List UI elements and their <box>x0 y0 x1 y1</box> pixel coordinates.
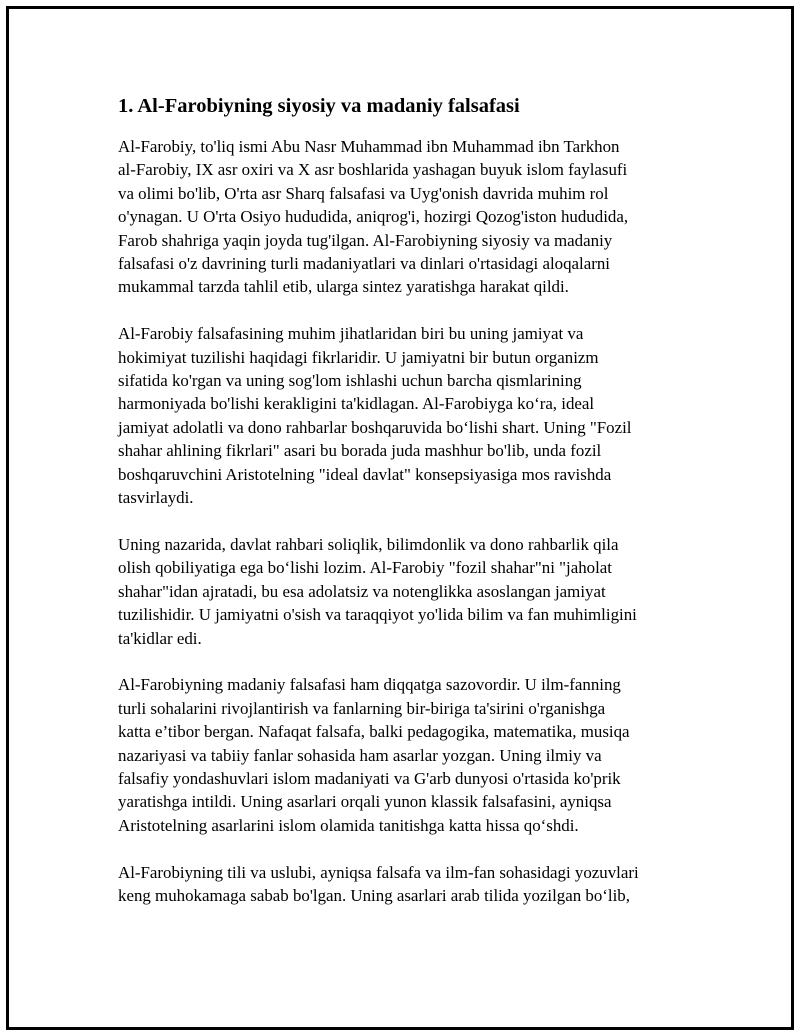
text-line: tuzilishidir. U jamiyatni o'sish va taraqqiyot yo'lida bilim va fan muhimligini <box>118 605 637 625</box>
text-line: harmoniyada bo'lishi kerakligini ta'kidlagan. Al-Farobiyga ko‘ra, ideal <box>118 394 595 414</box>
text-line: yaratishga intildi. Uning asarlari orqali yunon klassik falsafasini, ayniqsa <box>118 792 612 812</box>
text-line: falsafiy yondashuvlari islom madaniyati va G'arb dunyosi o'rtasida ko'prik <box>118 768 621 788</box>
section-heading: 1. Al-Farobiyning siyosiy va madaniy falsafasi <box>118 95 520 117</box>
text-line: hokimiyat tuzilishi haqidagi fikrlaridir. U jamiyatni bir butun organizm <box>118 347 599 367</box>
text-line: turli sohalarini rivojlantirish va fanlarning bir-biriga ta'sirini o'rganishga <box>118 698 606 718</box>
text-line: Uning nazarida, davlat rahbari soliqlik, bilimdonlik va dono rahbarlik qila <box>118 534 619 554</box>
text-line: katta e’tibor bergan. Nafaqat falsafa, balki pedagogika, matematika, musiqa <box>118 722 630 742</box>
document-body <box>118 92 693 931</box>
text-line: va olimi bo'lib, O'rta asr Sharq falsafasi va Uyg'onish davrida muhim rol <box>118 183 609 203</box>
paragraph <box>118 533 693 650</box>
text-line: Aristotelning asarlarini islom olamida tanitishga katta hissa qo‘shdi. <box>118 815 579 835</box>
paragraph <box>118 135 693 299</box>
paragraph <box>118 673 693 837</box>
paragraphs-container <box>118 135 693 907</box>
paragraph <box>118 861 693 908</box>
text-line: shahar ahlining fikrlari" asari bu borada juda mashhur bo'lib, unda fozil <box>118 441 602 461</box>
text-line: o'ynagan. U O'rta Osiyo hududida, aniqrog'i, hozirgi Qozog'iston hududida, <box>118 207 629 227</box>
text-line: mukammal tarzda tahlil etib, ularga sintez yaratishga harakat qildi. <box>118 277 569 297</box>
text-line: shahar"idan ajratadi, bu esa adolatsiz va notenglikka asoslangan jamiyat <box>118 581 606 601</box>
text-line: al-Farobiy, IX asr oxiri va X asr boshlarida yashagan buyuk islom faylasufi <box>118 160 628 180</box>
text-line: boshqaruvchini Aristotelning "ideal davlat" konsepsiyasiga mos ravishda <box>118 464 612 484</box>
paragraph <box>118 322 693 509</box>
text-line: Al-Farobiy, to'liq ismi Abu Nasr Muhammad ibn Muhammad ibn Tarkhon <box>118 137 620 156</box>
text-line: keng muhokamaga sabab bo'lgan. Uning asarlari arab tilida yozilgan bo‘lib, <box>118 885 630 905</box>
text-line: nazariyasi va tabiiy fanlar sohasida ham asarlar yozgan. Uning ilmiy va <box>118 745 602 765</box>
text-line: Al-Farobiy falsafasining muhim jihatlaridan biri bu uning jamiyat va <box>118 324 584 344</box>
text-line: Farob shahriga yaqin joyda tug'ilgan. Al-Farobiyning siyosiy va madaniy <box>118 230 613 250</box>
text-line: falsafasi o'z davrining turli madaniyatlari va dinlari o'rtasidagi aloqalarni <box>118 254 610 274</box>
text-line: Al-Farobiyning madaniy falsafasi ham diqqatga sazovordir. U ilm-fanning <box>118 675 621 695</box>
text-line: sifatida ko'rgan va uning sog'lom ishlashi uchun barcha qismlarining <box>118 371 582 391</box>
text-line: ta'kidlar edi. <box>118 628 202 648</box>
text-line: Al-Farobiyning tili va uslubi, ayniqsa falsafa va ilm-fan sohasidagi yozuvlari <box>118 862 639 882</box>
text-line: tasvirlaydi. <box>118 488 194 508</box>
text-line: jamiyat adolatli va dono rahbarlar boshqaruvida bo‘lishi shart. Uning "Fozil <box>118 417 632 437</box>
text-line: olish qobiliyatiga ega bo‘lishi lozim. Al-Farobiy "fozil shahar"ni "jaholat <box>118 558 613 578</box>
